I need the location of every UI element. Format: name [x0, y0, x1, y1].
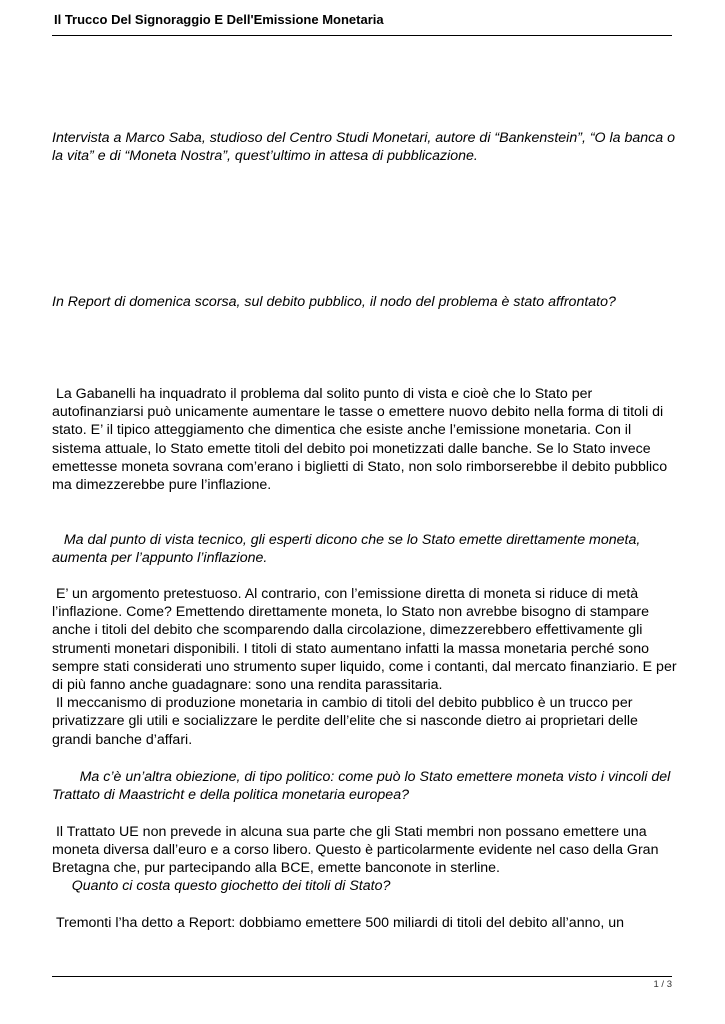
question-4: Quanto ci costa questo giochetto dei titoli di Stato?: [52, 878, 391, 894]
question-1: In Report di domenica scorsa, sul debito pubblico, il nodo del problema è stato affrontato?: [52, 294, 616, 310]
footer-divider: [52, 976, 672, 977]
header-divider: [52, 35, 672, 36]
answer-3: Il Trattato UE non prevede in alcuna sua parte che gli Stati membri non possano emettere una moneta diversa dall’euro e a corso libero. Questo è particolarmente evidente nel caso della Gran Bretagna che, pur partecipando alla BCE, emette banconote in sterline.: [52, 824, 663, 877]
answer-4: Tremonti l’ha detto a Report: dobbiamo emettere 500 miliardi di titoli del debito all’anno, un: [52, 915, 625, 931]
page-number: 1 / 3: [653, 979, 672, 990]
answer-2: E’ un argomento pretestuoso. Al contrario, con l’emissione diretta di moneta si riduce di metà l’inflazione. Come? Emettendo direttamente moneta, lo Stato non avrebbe bisogno di stampare anche i titoli del debito che scomparendo dalla circolazione, dimezzerebbero effettivamente gli strumenti monetari disponibili. I titoli di stato aumentano infatti la massa monetaria perché sono sempre stati considerati uno strumento super liquido, come i contanti, dal mercato finanziario. E per di più fanno anche guadagnare: sono una rendita parassitaria. Il meccanismo di produzione monetaria in cambio di titoli del debito pubblico è un trucco per privatizzare gli utili e socializzare le perdite dell’elite che si nasconde dietro ai proprietari delle grandi banche d’affari.: [52, 586, 677, 748]
page-header-title: Il Trucco Del Signoraggio E Dell'Emissione Monetaria: [54, 12, 384, 27]
answer-1: La Gabanelli ha inquadrato il problema dal solito punto di vista e cioè che lo Stato per autofinanziarsi può unicamente aumentare le tasse o emettere nuovo debito nella forma di titoli di stato. E’ il tipico atteggiamento che dimentica che esiste anche l’emissione monetaria. Con il sistema attuale, lo Stato emette titoli del debito poi monetizzati dalle banche. Se lo Stato invece emettesse moneta sovrana com’erano i biglietti di Stato, non solo rimborserebbe il debito pubblico ma dimezzerebbe pure l’inflazione.: [52, 386, 672, 494]
question-2: Ma dal punto di vista tecnico, gli esperti dicono che se lo Stato emette direttamente moneta, aumenta per l’appunto l’inflazione.: [52, 532, 645, 567]
question-3: Ma c’è un’altra obiezione, di tipo politico: come può lo Stato emettere moneta visto i vincoli del Trattato di Maastricht e della politica monetaria europea?: [52, 769, 675, 804]
intro-paragraph: Intervista a Marco Saba, studioso del Centro Studi Monetari, autore di “Bankenstein”, “O la banca o la vita” e di “Moneta Nostra”, quest’ultimo in attesa di pubblicazione.: [52, 130, 676, 165]
